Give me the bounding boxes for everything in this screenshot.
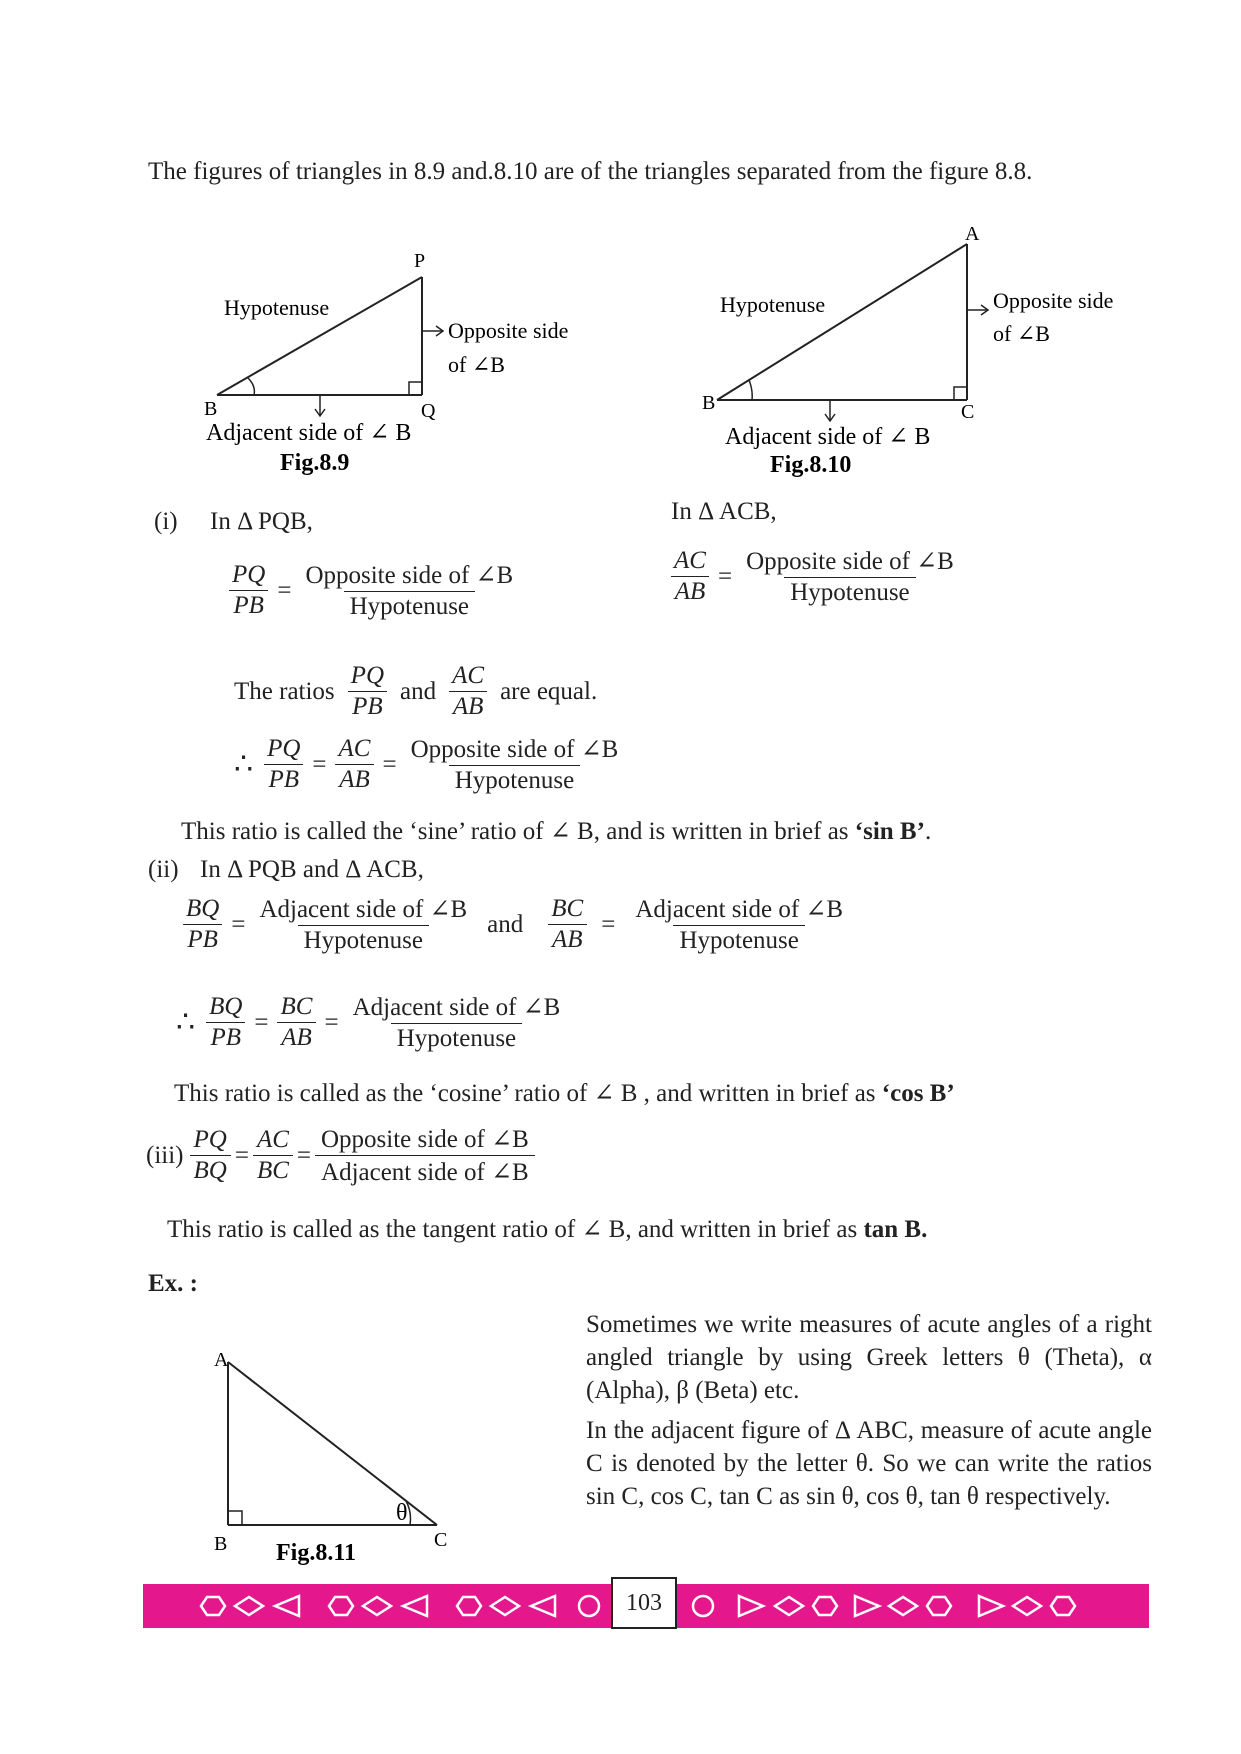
part-i-in-acb: In Δ ACB, [671, 498, 777, 525]
therefore-symbol: ∴ [234, 748, 254, 781]
fig811-label-c: C [434, 1529, 448, 1551]
fig89-opposite-label-2: of ∠B [448, 352, 505, 377]
frac-ac: AC [452, 662, 485, 689]
equals-sign: = [254, 1008, 269, 1036]
frac-bc: BC [253, 1155, 293, 1185]
fig89-label-p: P [414, 250, 426, 272]
frac-adjacent-side: Adjacent side of ∠B [635, 896, 844, 923]
tangent-equation [146, 1124, 535, 1187]
frac-ab: AB [335, 764, 374, 794]
hexagon-shape [329, 1597, 353, 1615]
ratios-equal-text: are equal. [500, 677, 598, 705]
frac-hypotenuse: Hypotenuse [344, 591, 475, 621]
equals-sign: = [324, 1008, 339, 1036]
cosine-equation [176, 992, 566, 1053]
frac-ab: AB [548, 924, 587, 954]
ratios-equal-line [234, 662, 597, 721]
equals-sign: = [296, 1141, 311, 1169]
hexagon-shape [813, 1597, 837, 1615]
fig89-label-q: Q [421, 400, 436, 422]
fig89-label-b: B [204, 398, 218, 420]
part-ii-in-both: In Δ PQB and Δ ACB, [200, 856, 424, 883]
triangle-left-shape [403, 1596, 427, 1616]
frac-hypotenuse: Hypotenuse [449, 765, 580, 795]
sine-definition-end: . [924, 818, 932, 845]
diamond-shape [889, 1597, 917, 1615]
and-text: and [487, 910, 524, 938]
fig810-adjacent-label: Adjacent side of ∠ B [725, 424, 931, 450]
part-i-marker: (i) [154, 508, 178, 535]
example-paragraph-2: In the adjacent figure of Δ ABC, measure of acute angle C is denoted by the letter θ. So we can write the ratios sin C, cos C, tan C as sin θ, cos θ, tan θ respectively. [586, 1417, 1152, 1510]
diamond-shape [363, 1597, 391, 1615]
fig810-angle-arc [749, 380, 752, 400]
frac-ac: AC [256, 1126, 289, 1153]
equals-sign: = [231, 910, 246, 938]
equation-bq-pb [182, 894, 849, 955]
frac-ac: AC [338, 735, 371, 762]
sine-definition [181, 816, 931, 846]
fig810-caption: Fig.8.10 [770, 452, 852, 478]
frac-pq: PQ [350, 662, 384, 689]
tangent-abbrev: tan B. [863, 1216, 928, 1243]
diamond-shape [235, 1597, 263, 1615]
fig89-right-angle-mark [409, 382, 422, 395]
diamond-shape [1013, 1597, 1041, 1615]
circle-shape [579, 1596, 599, 1616]
frac-pb: PB [206, 1022, 245, 1052]
frac-hypotenuse: Hypotenuse [784, 577, 915, 607]
part-iii-marker: (iii) [146, 1141, 184, 1169]
example-paragraph-1: Sometimes we write measures of acute angles of a right angled triangle by using Greek letters θ (Theta), α (Alpha), β (Beta) etc. [586, 1311, 1152, 1404]
equals-sign: = [717, 562, 733, 590]
frac-ac: AC [674, 547, 706, 574]
tangent-definition [167, 1214, 927, 1244]
fig811-right-angle-mark [228, 1511, 242, 1525]
fig811-caption: Fig.8.11 [276, 1540, 357, 1566]
frac-bq: BQ [209, 993, 243, 1020]
cosine-definition [174, 1078, 955, 1108]
triangle-left-shape [275, 1596, 299, 1616]
equals-sign: = [234, 1141, 249, 1169]
sine-definition-text: This ratio is called the ‘sine’ ratio of ∠ B, and is written in brief as [181, 818, 855, 845]
frac-pq: PQ [232, 561, 266, 588]
fig810-hypotenuse-line [717, 244, 967, 400]
diamond-shape [491, 1597, 519, 1615]
frac-adjacent-side: Adjacent side of ∠B [315, 1155, 535, 1187]
fig810-label-c: C [961, 401, 975, 423]
tangent-definition-text: This ratio is called as the tangent ratio of ∠ B, and written in brief as [167, 1216, 864, 1243]
diamond-shape [775, 1597, 803, 1615]
frac-hypotenuse: Hypotenuse [673, 925, 804, 955]
equation-ac-ab [670, 546, 960, 607]
frac-pb: PB [229, 590, 268, 620]
fig89-angle-arc [248, 378, 254, 395]
frac-pb: PB [264, 764, 303, 794]
triangle-left-shape [531, 1596, 555, 1616]
frac-ab: AB [277, 1022, 316, 1052]
triangle-right-shape [739, 1596, 763, 1616]
cosine-definition-text: This ratio is called as the ‘cosine’ ratio of ∠ B , and written in brief as [174, 1080, 882, 1107]
ratios-the-text: The ratios [234, 677, 335, 705]
frac-opposite-side: Opposite side of ∠B [746, 548, 954, 575]
frac-ab: AB [671, 576, 710, 606]
frac-pb: PB [348, 691, 387, 721]
frac-pb: PB [183, 924, 222, 954]
frac-bc: BC [551, 895, 584, 922]
therefore-symbol: ∴ [176, 1006, 196, 1039]
sine-equation [234, 734, 624, 795]
equals-sign: = [312, 750, 327, 778]
circle-shape [693, 1596, 713, 1616]
figure-8-11 [200, 1340, 480, 1570]
intro-text: The figures of triangles in 8.9 and.8.10 are of the triangles separated from the figure 8.8. [148, 158, 1033, 185]
fig810-right-angle-mark [954, 387, 967, 400]
hexagon-shape [1051, 1597, 1075, 1615]
equals-sign: = [277, 576, 292, 604]
frac-hypotenuse: Hypotenuse [391, 1023, 522, 1053]
fig811-label-a: A [214, 1349, 229, 1371]
hexagon-shape [201, 1597, 225, 1615]
sine-abbrev: ‘sin B’ [854, 818, 925, 845]
figure-8-10 [680, 222, 1140, 484]
equals-sign: = [601, 910, 616, 938]
frac-pq: PQ [267, 735, 301, 762]
frac-pq: PQ [193, 1126, 227, 1153]
fig811-theta-label: θ [396, 1500, 408, 1526]
fig810-label-b: B [702, 392, 716, 414]
frac-bq: BQ [190, 1155, 231, 1185]
ratios-and-text: and [400, 677, 437, 705]
fig89-adjacent-label: Adjacent side of ∠ B [206, 420, 412, 446]
fig810-label-a: A [965, 223, 980, 245]
frac-adjacent-side: Adjacent side of ∠B [352, 994, 561, 1021]
figure-8-9 [180, 245, 600, 485]
frac-opposite-side: Opposite side of ∠B [410, 736, 619, 763]
fig810-opposite-label: Opposite side [993, 288, 1114, 313]
part-i-in-pqb: In Δ PQB, [210, 508, 313, 535]
triangle-right-shape [855, 1596, 879, 1616]
frac-opposite-side: Opposite side of ∠B [321, 1126, 529, 1153]
equals-sign: = [382, 750, 397, 778]
fig89-caption: Fig.8.9 [280, 450, 350, 476]
fig89-hypotenuse-label: Hypotenuse [224, 295, 330, 320]
cosine-abbrev: ‘cos B’ [881, 1080, 955, 1107]
hexagon-shape [927, 1597, 951, 1615]
example-label: Ex. : [148, 1270, 198, 1297]
frac-ab: AB [449, 691, 488, 721]
frac-opposite-side: Opposite side of ∠B [305, 562, 514, 589]
fig810-hypotenuse-label: Hypotenuse [720, 292, 826, 317]
fig810-opposite-label-2: of ∠B [993, 321, 1050, 346]
equation-pq-pb [228, 560, 519, 621]
frac-adjacent-side: Adjacent side of ∠B [259, 896, 468, 923]
fig89-opposite-label: Opposite side [448, 318, 569, 343]
frac-bc: BC [280, 993, 313, 1020]
part-ii-marker: (ii) [148, 856, 179, 883]
fig811-label-b: B [214, 1533, 228, 1555]
page-number: 103 [611, 1577, 677, 1629]
hexagon-shape [457, 1597, 481, 1615]
triangle-right-shape [979, 1596, 1003, 1616]
frac-bq: BQ [186, 895, 220, 922]
frac-hypotenuse: Hypotenuse [298, 925, 429, 955]
